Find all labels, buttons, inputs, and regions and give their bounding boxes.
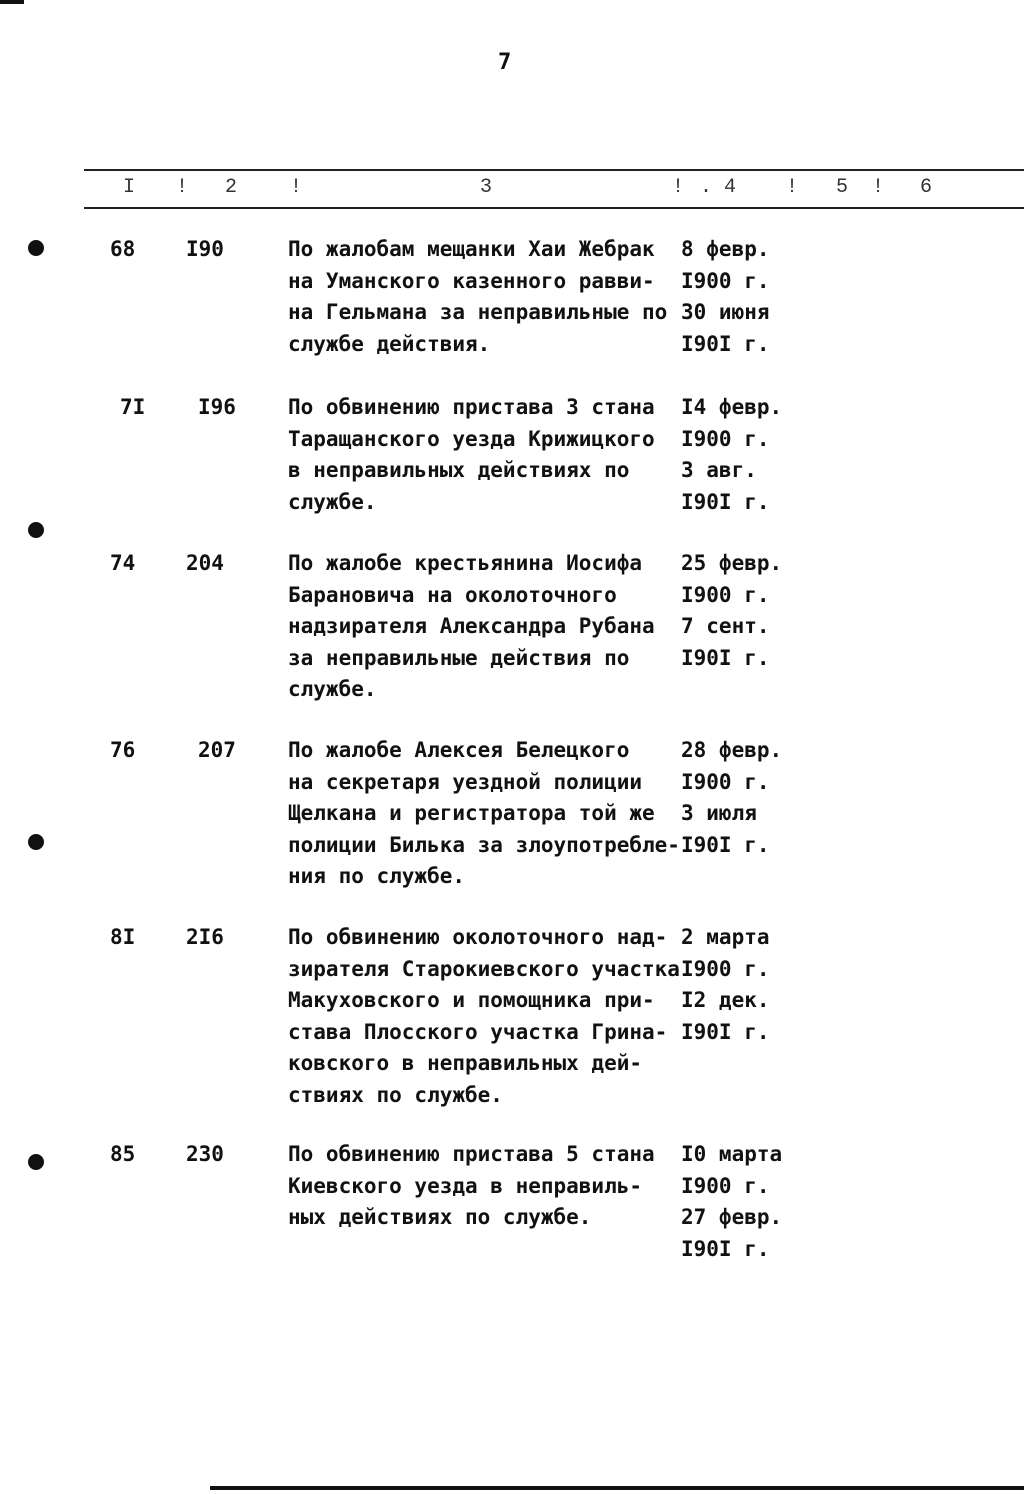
date-line: I90I г. — [681, 489, 770, 514]
description-line: По обвинению пристава 3 стана — [288, 395, 655, 419]
punch-hole-mark — [28, 240, 44, 256]
date-line: I900 г. — [681, 268, 770, 293]
record-description — [288, 392, 680, 518]
record-description — [288, 922, 680, 1111]
date-line: 2 марта — [681, 925, 770, 949]
description-line: ния по службе. — [288, 864, 466, 888]
date-line: 3 авг. — [681, 458, 757, 482]
description-line: службе. — [288, 677, 377, 701]
description-line: на Гельмана за неправильные по — [288, 300, 668, 324]
date-line: 7 сент. — [681, 614, 770, 638]
description-line: ствиях по службе. — [288, 1082, 503, 1107]
column-header-3: 3 — [480, 176, 493, 199]
file-number: 204 — [186, 551, 224, 575]
description-line: Щелкана и регистратора той же — [288, 801, 655, 825]
description-line: става Плосского участка Грина- — [288, 1019, 668, 1044]
date-line: I900 г. — [681, 1173, 770, 1198]
description-line: ных действиях по службе. — [288, 1205, 592, 1229]
record-number: 68 — [110, 237, 136, 261]
date-line: I4 февр. — [681, 395, 783, 419]
record-description — [288, 548, 680, 706]
column-header-2: 2 — [225, 176, 238, 199]
description-line: По жалобам мещанки Хаи Жебрак — [288, 237, 655, 261]
description-line: полиции Билька за злоупотребле- — [288, 832, 680, 857]
table-header — [0, 176, 1024, 204]
description-line: По обвинению пристава 5 стана — [288, 1142, 655, 1166]
record-number: 7I — [120, 395, 146, 419]
description-line: в неправильных действиях по — [288, 458, 630, 482]
description-line: Таращанского уезда Крижицкого — [288, 426, 655, 451]
record-description — [288, 234, 680, 360]
record-number: 8I — [110, 925, 136, 949]
record-description — [288, 735, 680, 893]
column-separator: ! — [872, 176, 885, 199]
description-line: надзирателя Александра Рубана — [288, 614, 655, 638]
date-line: I0 марта — [681, 1142, 783, 1166]
punch-hole-mark — [28, 1154, 44, 1170]
date-line: 8 февр. — [681, 237, 770, 261]
record-number: 76 — [110, 738, 136, 762]
description-line: зирателя Старокиевского участка — [288, 956, 680, 981]
column-separator: ! — [786, 176, 799, 199]
description-line: на секретаря уездной полиции — [288, 769, 643, 794]
date-line: 27 февр. — [681, 1205, 783, 1229]
record-dates — [681, 735, 801, 861]
column-separator: ! — [672, 176, 685, 199]
column-header-4: . 4 — [700, 176, 737, 199]
date-line: 30 июня — [681, 300, 770, 324]
record-description — [288, 1139, 680, 1234]
page-bottom-edge-line — [210, 1486, 1024, 1490]
description-line: Макуховского и помощника при- — [288, 988, 655, 1012]
record-dates — [681, 392, 801, 518]
description-line: Киевского уезда в неправиль- — [288, 1173, 643, 1198]
punch-hole-mark — [28, 834, 44, 850]
record-dates — [681, 922, 801, 1048]
date-line: I90I г. — [681, 1236, 770, 1261]
file-number: I90 — [186, 237, 224, 261]
date-line: 25 февр. — [681, 551, 783, 575]
column-separator: ! — [290, 176, 303, 199]
date-line: I900 г. — [681, 426, 770, 451]
description-line: ковского в неправильных дей- — [288, 1051, 643, 1075]
column-header-1: I — [123, 176, 136, 199]
column-separator: ! — [176, 176, 189, 199]
record-dates — [681, 548, 801, 674]
column-header-6: 6 — [920, 176, 933, 199]
description-line: По жалобе Алексея Белецкого — [288, 738, 630, 762]
record-dates — [681, 234, 801, 360]
corner-mark — [0, 0, 24, 4]
description-line: на Уманского казенного равви- — [288, 268, 655, 293]
date-line: I90I г. — [681, 832, 770, 857]
file-number: I96 — [198, 395, 236, 419]
description-line: Барановича на околоточного — [288, 582, 617, 607]
date-line: I90I г. — [681, 331, 770, 356]
date-line: I900 г. — [681, 769, 770, 794]
date-line: I90I г. — [681, 645, 770, 670]
table-header-top-rule — [84, 169, 1024, 171]
file-number: 207 — [198, 738, 236, 762]
date-line: I90I г. — [681, 1019, 770, 1044]
file-number: 230 — [186, 1142, 224, 1166]
page-number: 7 — [498, 50, 512, 75]
description-line: службе. — [288, 489, 377, 514]
date-line: 3 июля — [681, 801, 757, 825]
date-line: 28 февр. — [681, 738, 783, 762]
date-line: I900 г. — [681, 582, 770, 607]
description-line: за неправильные действия по — [288, 645, 630, 670]
description-line: По обвинению околоточного над- — [288, 925, 668, 949]
date-line: I900 г. — [681, 956, 770, 981]
record-number: 74 — [110, 551, 136, 575]
description-line: службе действия. — [288, 331, 491, 356]
table-header-bottom-rule — [84, 207, 1024, 209]
date-line: I2 дек. — [681, 988, 770, 1012]
file-number: 2I6 — [186, 925, 224, 949]
record-dates — [681, 1139, 801, 1265]
record-number: 85 — [110, 1142, 136, 1166]
punch-hole-mark — [28, 522, 44, 538]
description-line: По жалобе крестьянина Иосифа — [288, 551, 643, 575]
column-header-5: 5 — [836, 176, 849, 199]
